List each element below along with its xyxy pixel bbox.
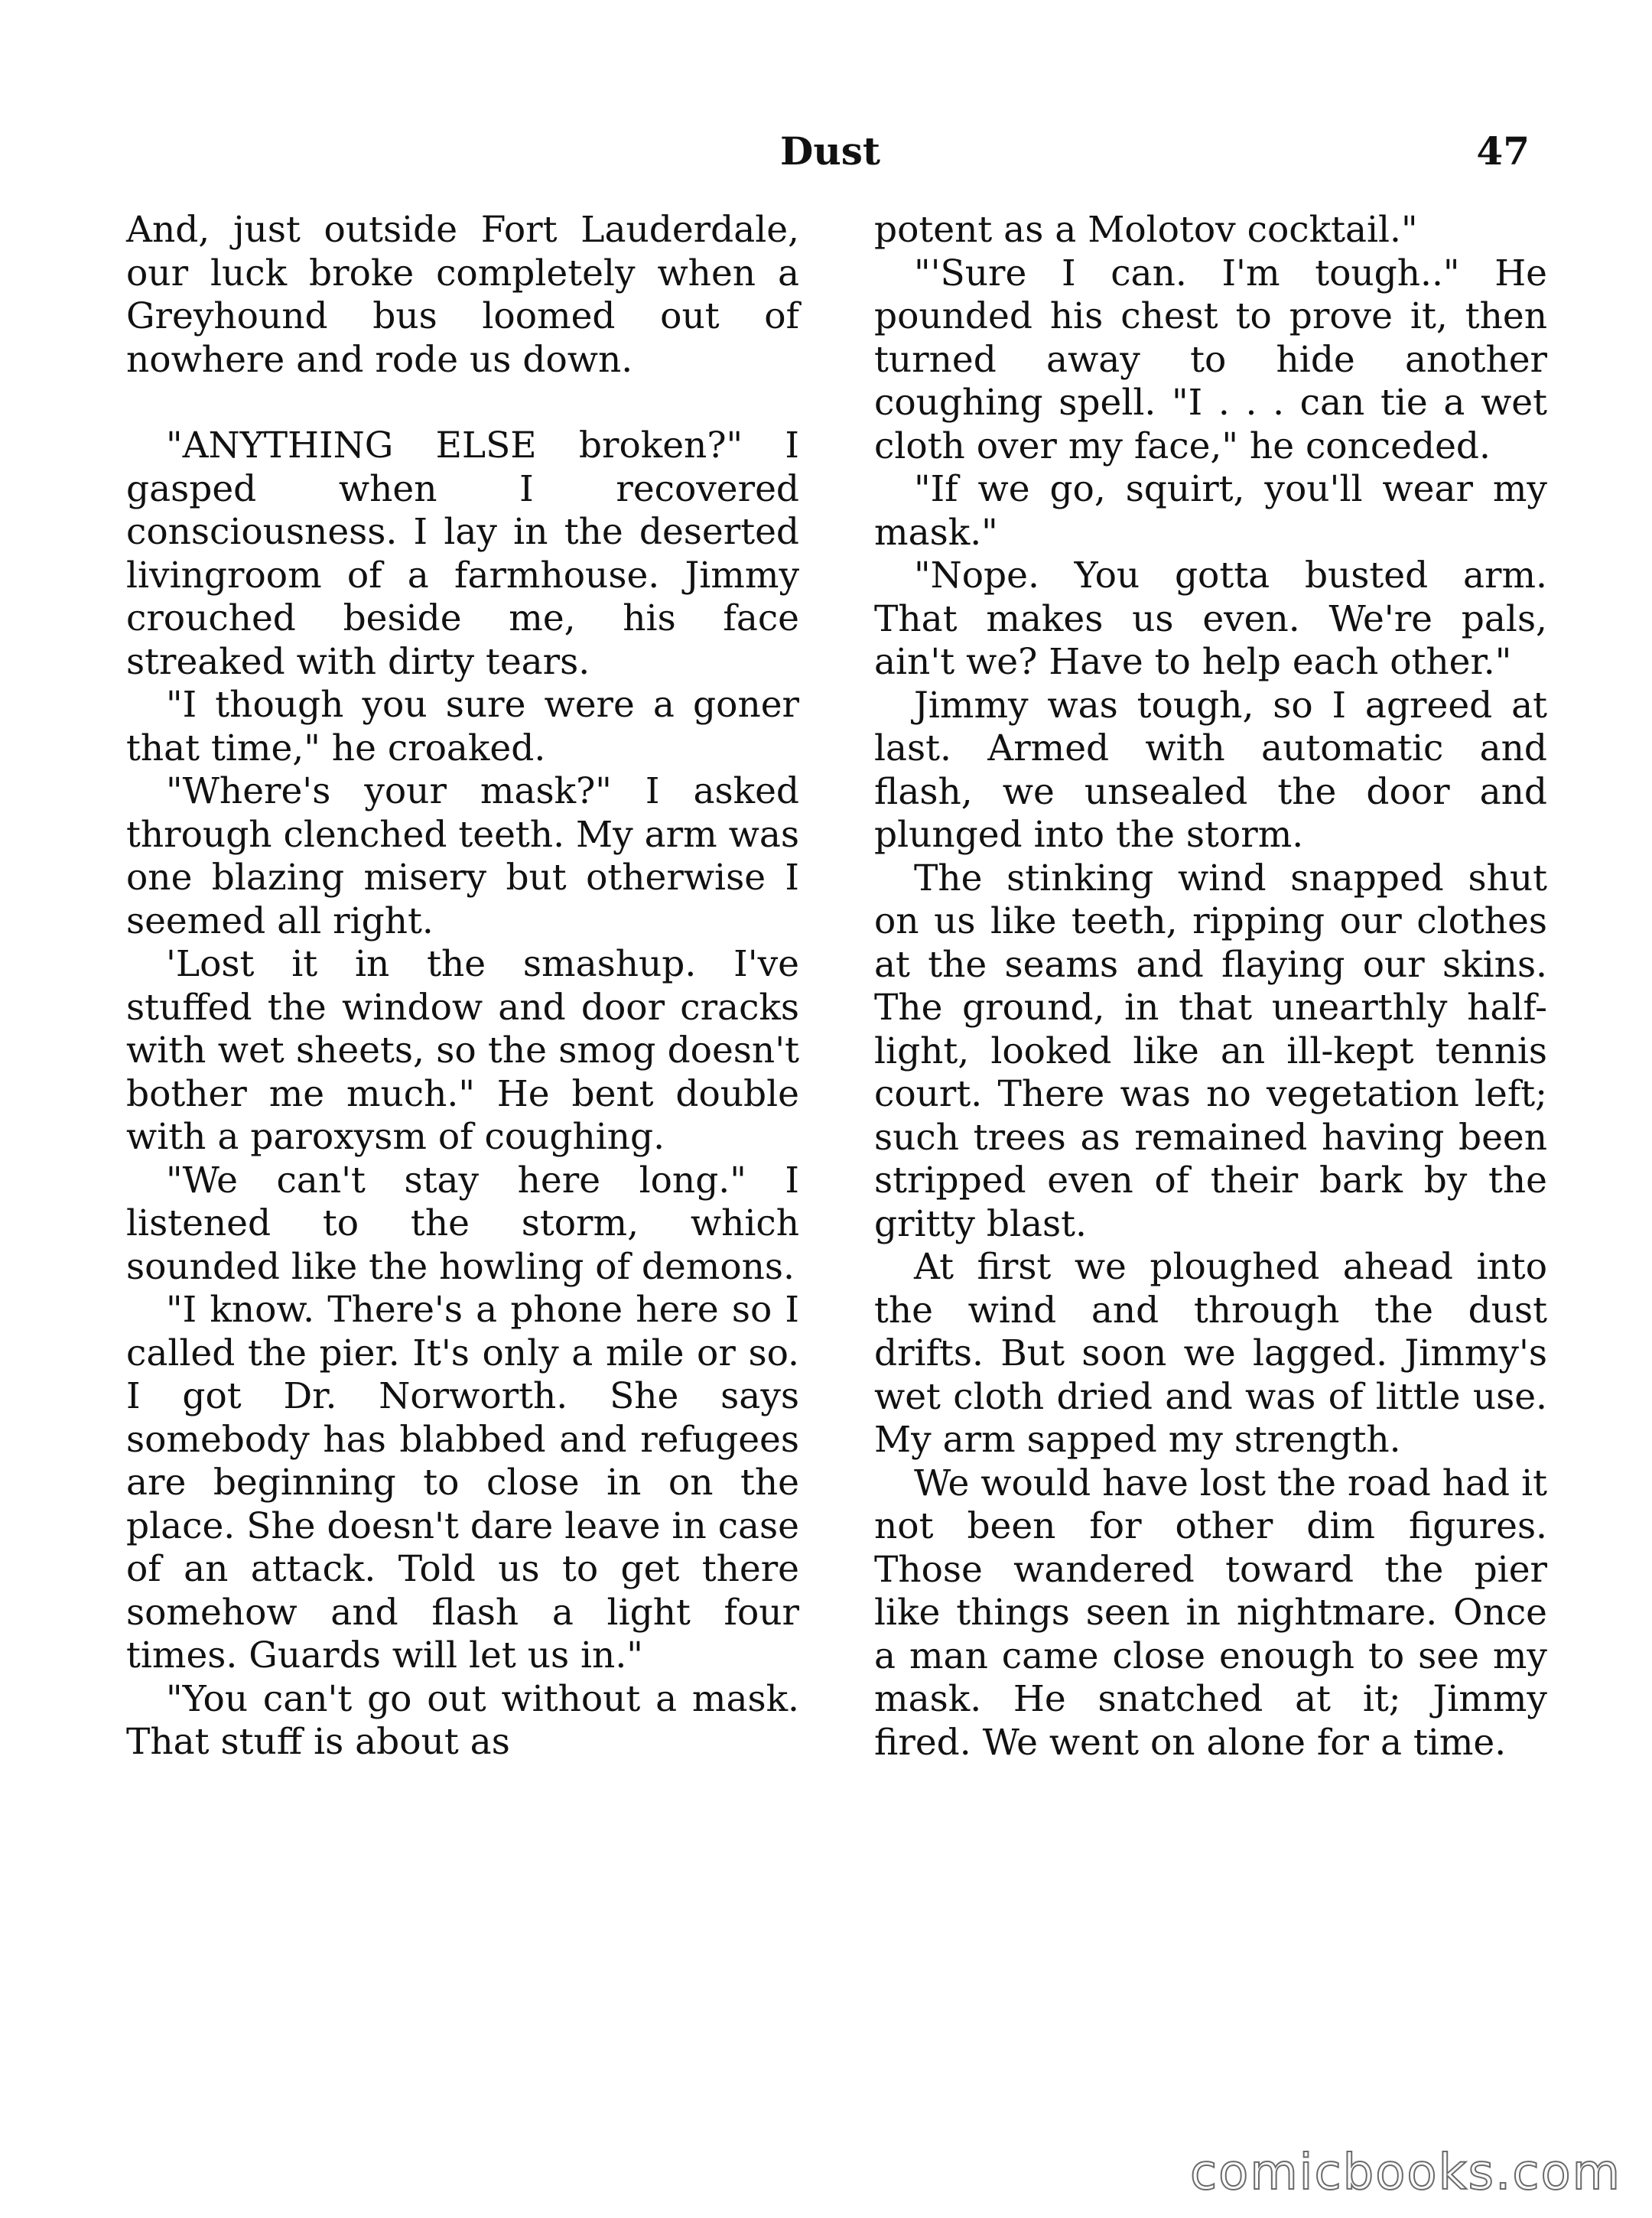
paragraph: And, just outside Fort Lauderdale, our luck broke completely when a Greyhound bus loomed out of nowhere and rode us down. (126, 209, 799, 381)
paragraph: "You can't go out without a mask. That stuff is about as (126, 1677, 799, 1763)
right-text-column (874, 209, 1547, 1764)
running-title: Dust (780, 128, 880, 174)
paragraph: "I know. There's a phone here so I called the pier. It's only a mile or so. I got Dr. Norworth. She says somebody has blabbed and refugees are beginning to close in on the place. She doesn't dare leave in case of an attack. Told us to get there somehow and flash a light four times. Guards will let us in." (126, 1289, 799, 1677)
paragraph: "If we go, squirt, you'll wear my mask." (874, 468, 1547, 554)
paragraph: "'Sure I can. I'm tough.." He pounded his chest to prove it, then turned away to hide another coughing spell. "I . . . can tie a wet cloth over my face," he conceded. (874, 252, 1547, 467)
page-header (0, 128, 1652, 190)
paragraph: The stinking wind snapped shut on us like teeth, ripping our clothes at the seams and flaying our skins. The ground, in that unearthly half-light, looked like an ill-kept tennis court. There was no vegetation left; such trees as remained having been stripped even of their bark by the gritty blast. (874, 857, 1547, 1245)
page-number: 47 (1476, 128, 1530, 174)
paragraph: "We can't stay here long." I listened to the storm, which sounded like the howling of demons. (126, 1159, 799, 1288)
paragraph: "ANYTHING ELSE broken?" I gasped when I recovered consciousness. I lay in the deserted livingroom of a farmhouse. Jimmy crouched beside me, his face streaked with dirty tears. (126, 424, 799, 683)
paragraph: "Where's your mask?" I asked through clenched teeth. My arm was one blazing misery but otherwise I seemed all right. (126, 770, 799, 942)
paragraph: potent as a Molotov cocktail." (874, 209, 1418, 251)
paragraph: 'Lost it in the smashup. I've stuffed the window and door cracks with wet sheets, so the smog doesn't bother me much." He bent double with a paroxysm of coughing. (126, 943, 799, 1158)
paragraph: "I though you sure were a goner that time," he croaked. (126, 684, 799, 769)
paragraph: Jimmy was tough, so I agreed at last. Armed with automatic and flash, we unsealed the door and plunged into the storm. (874, 684, 1547, 856)
paragraph: We would have lost the road had it not been for other dim figures. Those wandered toward the pier like things seen in nightmare. Once a man came close enough to see my mask. He snatched at it; Jimmy fired. We went on alone for a time. (874, 1462, 1547, 1764)
watermark: comicbooks.com (1189, 2145, 1621, 2201)
left-text-column (126, 209, 799, 1764)
paragraph: "Nope. You gotta busted arm. That makes us even. We're pals, ain't we? Have to help each other." (874, 554, 1547, 683)
paragraph: At first we ploughed ahead into the wind and through the dust drifts. But soon we lagged. Jimmy's wet cloth dried and was of little use. My arm sapped my strength. (874, 1246, 1547, 1461)
